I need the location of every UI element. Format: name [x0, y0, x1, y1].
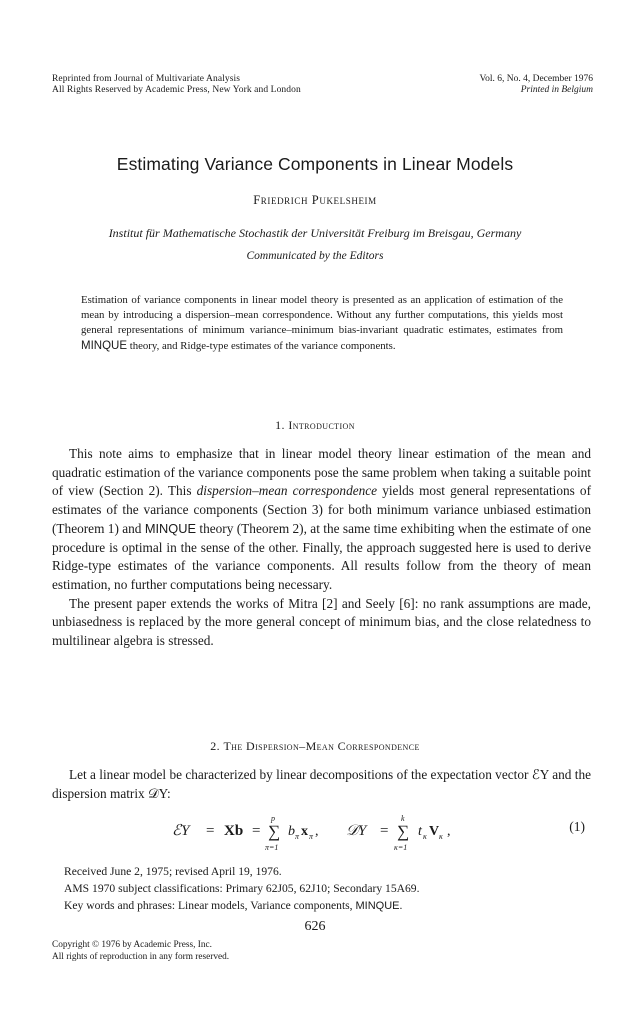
sum-1-upper: p: [271, 814, 275, 823]
dispersion-lhs: 𝒟Y: [346, 823, 367, 839]
sum-2-sigma: ∑: [397, 822, 410, 841]
section-2-body: [52, 766, 591, 803]
section-1-heading: [0, 418, 630, 433]
copyright-line-2: All rights of reproduction in any form reserved.: [52, 952, 230, 962]
x-sub: π: [309, 832, 314, 841]
abstract-minque: MINQUE: [81, 339, 127, 352]
x-vec: x: [301, 824, 308, 839]
sum-2-lower: κ=1: [394, 843, 408, 852]
equals-1: =: [206, 823, 215, 839]
p1-italic-term: dispersion–mean correspondence: [196, 483, 378, 499]
printed-in-line: Printed in Belgium: [520, 85, 593, 95]
sum-2-upper: k: [401, 814, 405, 823]
t-coef: t: [418, 824, 422, 839]
b-sub: π: [295, 832, 300, 841]
ams-classification: AMS 1970 subject classifications: Primary 62J05, 62J10; Secondary 15A69.: [64, 882, 420, 895]
keywords-minque: MINQUE: [355, 900, 400, 912]
copyright-line-1: Copyright © 1976 by Academic Press, Inc.: [52, 940, 212, 950]
volume-line: Vol. 6, No. 4, December 1976: [479, 74, 593, 84]
xb-term: Xb: [224, 823, 244, 839]
comma-2: ,: [447, 824, 451, 839]
expectation-lhs: ℰY: [172, 823, 190, 839]
t-sub: κ: [423, 832, 427, 841]
p1-text-a: This note aims to emphasize that in linear model theory linear estimation of the mean and quadratic estimation of the variance components pose the same problem when taking a suitable point of view (Section 2). This: [52, 446, 591, 499]
equals-2: =: [252, 823, 261, 839]
reprint-line-1: Reprinted from Journal of Multivariate Analysis: [52, 74, 241, 84]
keywords-end: .: [399, 899, 403, 912]
reprint-line-2: All Rights Reserved by Academic Press, New York and London: [52, 85, 301, 95]
sum-1-sigma: ∑: [268, 822, 281, 841]
communicated-by: Communicated by the Editors: [246, 250, 384, 262]
equation-1: [52, 813, 591, 853]
copyright-notice: [52, 939, 229, 963]
reprint-notice: [52, 74, 301, 96]
v-mat: V: [429, 824, 440, 839]
p1-text-b: yields most general representations of estimates of the variance components (Section 3) for both minimum variance unbiased estimation (Theorem 1) and: [52, 483, 591, 536]
abstract: [81, 293, 563, 354]
received-dates: Received June 2, 1975; revised April 19, 1976.: [64, 865, 282, 878]
section-2-paragraph-1: Let a linear model be characterized by linear decompositions of the expectation vector ℰY and the dispersion matrix 𝒟Y:: [52, 767, 591, 801]
section-2-number: 2.: [210, 739, 221, 753]
abstract-text-2: theory, and Ridge-type estimates of the variance components.: [127, 339, 396, 352]
abstract-text-1: Estimation of variance components in linear model theory is presented as an application of estimation of the mean by introducing a dispersion–mean correspondence. Without any further computations, this yields most general representations of minimum variance–minimum bias-invariant quadratic estimates, estimates from: [81, 294, 563, 337]
author-affiliation: Institut für Mathematische Stochastik der Universität Freiburg im Breisgau, Germany: [108, 226, 522, 240]
section-1-paragraph-2: The present paper extends the works of Mitra [2] and Seely [6]: no rank assumptions are made, unbiasedness is replaced by the more general concept of minimum bias, and the close relatedness to multilinear algebra is stressed.: [52, 595, 591, 649]
p1-minque: MINQUE: [144, 520, 197, 536]
volume-info: [479, 74, 593, 96]
page-number: 626: [304, 919, 326, 934]
paper-title: Estimating Variance Components in Linear Models: [116, 154, 514, 174]
equation-number: (1): [569, 819, 585, 834]
section-1-title: Introduction: [288, 418, 355, 432]
author-name: Friedrich Pukelsheim: [253, 193, 377, 207]
section-1-number: 1.: [275, 418, 285, 432]
v-sub: κ: [439, 832, 443, 841]
keywords-text: Key words and phrases: Linear models, Variance components,: [64, 899, 356, 912]
comma-1: ,: [315, 824, 319, 839]
equals-3: =: [380, 823, 389, 839]
section-1-body: [52, 445, 591, 651]
article-metadata: [64, 863, 420, 915]
sum-1-lower: π=1: [265, 843, 279, 852]
section-1-paragraph-1: [52, 445, 591, 595]
keywords: [64, 897, 420, 915]
b-coef: b: [288, 824, 295, 839]
section-2-heading: [0, 739, 630, 754]
p1-text-c: theory (Theorem 2), at the same time exhibiting when the estimate of one procedure is optimal in the sense of the other. Finally, the approach suggested here is used to derive Ridge-type estimates of the variance components. All results follow from the theory of mean estimation, no further computations being necessary.: [52, 520, 592, 592]
section-2-title: The Dispersion–Mean Correspondence: [223, 739, 420, 753]
equation-1-math: [172, 813, 512, 855]
